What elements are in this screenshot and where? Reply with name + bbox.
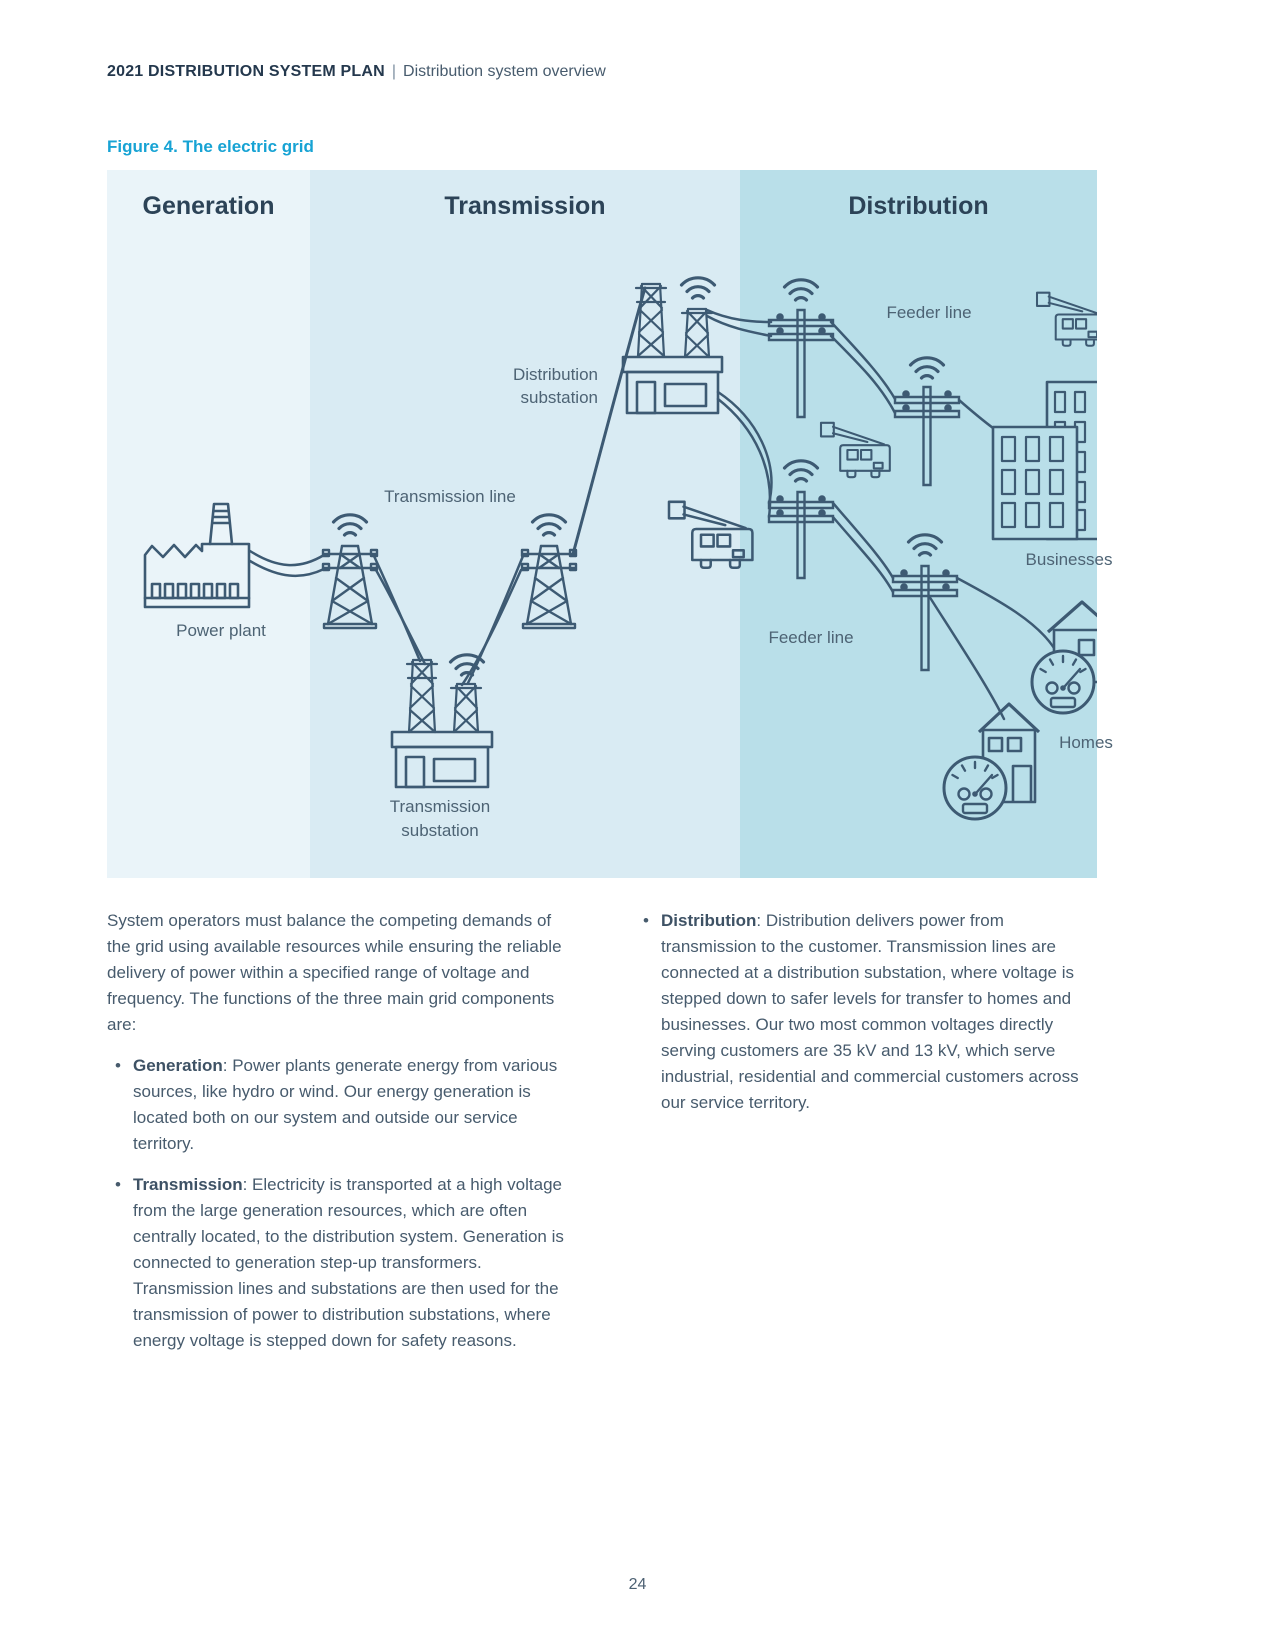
feeder-line-label-top: Feeder line bbox=[886, 303, 972, 322]
smart-meter-icon bbox=[944, 757, 1006, 819]
transmission-substation-label-line1: Transmission bbox=[389, 797, 491, 816]
section-title-distribution: Distribution bbox=[848, 192, 989, 220]
distribution-substation-label-line1: Distribution bbox=[512, 365, 598, 384]
bullet-transmission-lead: Transmission bbox=[133, 1175, 243, 1194]
section-title-transmission: Transmission bbox=[444, 192, 606, 220]
generation-band bbox=[107, 170, 310, 878]
section-title-generation: Generation bbox=[142, 192, 275, 220]
bullet-distribution bbox=[635, 908, 1100, 1116]
page-header bbox=[107, 63, 606, 81]
transmission-band bbox=[310, 170, 740, 878]
grid-diagram-canvas bbox=[107, 170, 1097, 878]
businesses-label: Businesses bbox=[1025, 550, 1113, 569]
transmission-line-label: Transmission line bbox=[384, 487, 516, 506]
page-number: 24 bbox=[628, 1576, 647, 1593]
bullet-distribution-text: : Distribution delivers power from transmission to the customer. Transmission lines are connected at a distribution substation, where voltage is stepped down to safer levels for transfer to homes and businesses. Our two most common voltages directly serving customers are 35 kV and 13 kV, which serve industrial, residential and commercial customers across our service territory. bbox=[661, 911, 1079, 1112]
bullet-transmission bbox=[107, 1172, 577, 1354]
intro-paragraph: System operators must balance the competing demands of the grid using available resources while ensuring the reliable delivery of power within a specified range of voltage and frequency. The functions of the three main grid components are: bbox=[107, 911, 562, 1034]
power-plant-label: Power plant bbox=[176, 621, 266, 640]
figure-caption: Figure 4. The electric grid bbox=[107, 137, 314, 156]
report-title: 2021 DISTRIBUTION SYSTEM PLAN bbox=[107, 63, 385, 80]
bullet-transmission-text: : Electricity is transported at a high voltage from the large generation resources, which are often centrally located, to the distribution system. Generation is connected to generation step-up transformers. Transmission lines and substations are then used for the transmission of power to distribution substations, where energy voltage is stepped down for safety reasons. bbox=[133, 1175, 564, 1350]
section-name: Distribution system overview bbox=[403, 63, 606, 80]
electric-grid-diagram bbox=[107, 170, 1113, 878]
bullet-generation-lead: Generation bbox=[133, 1056, 223, 1075]
header-separator: | bbox=[391, 63, 397, 80]
distribution-substation-label-line2: substation bbox=[520, 388, 598, 407]
bullet-generation-text: : Power plants generate energy from various sources, like hydro or wind. Our energy generation is located both on our system and outside our service territory. bbox=[133, 1056, 558, 1153]
transmission-substation-label-line2: substation bbox=[401, 821, 479, 840]
feeder-line-label-bottom: Feeder line bbox=[768, 628, 854, 647]
body-column-left bbox=[107, 908, 577, 1354]
bullet-generation bbox=[107, 1053, 577, 1157]
bullet-distribution-lead: Distribution bbox=[661, 911, 757, 930]
homes-label: Homes bbox=[1059, 733, 1113, 752]
body-column-right bbox=[635, 908, 1100, 1116]
smart-meter-icon bbox=[1032, 651, 1094, 713]
